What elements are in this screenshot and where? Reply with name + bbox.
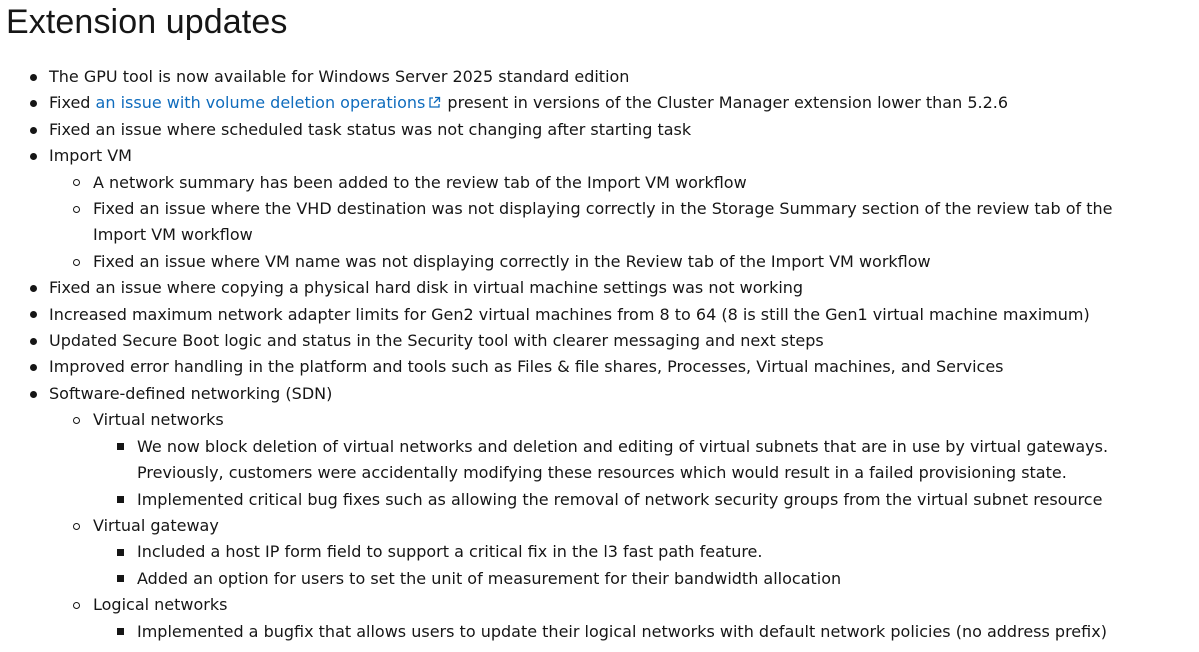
list-item <box>0 275 1199 301</box>
list-item <box>0 354 1199 380</box>
item-text: Software-defined networking (SDN) <box>49 383 333 403</box>
item-text: Updated Secure Boot logic and status in the Security tool with clearer messaging and next steps <box>49 331 824 351</box>
link-text[interactable]: an issue with volume deletion operations <box>95 93 426 113</box>
sub-list-item <box>0 249 1199 275</box>
bullet-square <box>117 434 124 460</box>
page-title: Extension updates <box>6 3 288 41</box>
item-text: Included a host IP form field to support a critical fix in the l3 fast path feature. <box>137 542 763 562</box>
bullet-circle <box>73 196 80 222</box>
list-item <box>0 143 1199 169</box>
bullet-disc <box>30 117 37 143</box>
item-text: Implemented critical bug fixes such as allowing the removal of network security groups from the virtual subnet resource <box>137 489 1103 509</box>
update-list <box>0 64 1199 645</box>
bullet-disc <box>30 64 37 90</box>
list-item <box>0 64 1199 90</box>
sub-list-item <box>0 513 1199 539</box>
bullet-square <box>117 566 124 592</box>
bullet-disc <box>30 275 37 301</box>
item-text: We now block deletion of virtual networks and deletion and editing of virtual subnets that are in use by virtual gateways. Previously, customers were accidentally modifying these resources which would result in a failed provisioning state. <box>137 436 1109 483</box>
bullet-circle <box>73 407 80 433</box>
item-text: Import VM <box>49 146 132 166</box>
item-text: Improved error handling in the platform and tools such as Files & file shares, Processes, Virtual machines, and Services <box>49 357 1004 377</box>
bullet-disc <box>30 302 37 328</box>
bullet-circle <box>73 592 80 618</box>
bullet-disc <box>30 381 37 407</box>
open-in-new-tab-icon[interactable] <box>428 96 441 109</box>
sub-sub-list-item <box>0 539 1199 565</box>
item-text: A network summary has been added to the review tab of the Import VM workflow <box>93 172 747 192</box>
item-text: Added an option for users to set the unit of measurement for their bandwidth allocation <box>137 568 842 588</box>
bullet-circle <box>73 170 80 196</box>
sub-list-item <box>0 592 1199 618</box>
item-text: Fixed an issue where VM name was not displaying correctly in the Review tab of the Import VM workflow <box>93 251 931 271</box>
list-item <box>0 117 1199 143</box>
bullet-square <box>117 487 124 513</box>
list-item <box>0 381 1199 407</box>
item-text: Virtual networks <box>93 410 224 430</box>
sub-list-item <box>0 407 1199 433</box>
bullet-disc <box>30 328 37 354</box>
bullet-disc <box>30 90 37 116</box>
sub-sub-list-item <box>0 566 1199 592</box>
item-text: Fixed an issue where copying a physical hard disk in virtual machine settings was not working <box>49 278 804 298</box>
sub-sub-list-item <box>0 619 1199 645</box>
bullet-circle <box>73 513 80 539</box>
item-text: The GPU tool is now available for Windows Server 2025 standard edition <box>49 67 630 86</box>
item-text: Virtual gateway <box>93 515 219 535</box>
bullet-square <box>117 539 124 565</box>
list-item <box>0 90 1199 116</box>
item-text: Logical networks <box>93 595 228 615</box>
sub-list-item <box>0 170 1199 196</box>
item-text: Fixed an issue where scheduled task status was not changing after starting task <box>49 119 692 139</box>
item-text: Implemented a bugfix that allows users to update their logical networks with default network policies (no address prefix) <box>137 621 1107 641</box>
bullet-square <box>117 619 124 645</box>
list-item <box>0 302 1199 328</box>
sub-list-item <box>0 196 1199 249</box>
list-item <box>0 328 1199 354</box>
item-text: Increased maximum network adapter limits for Gen2 virtual machines from 8 to 64 (8 is still the Gen1 virtual machine maximum) <box>49 304 1090 324</box>
item-text-before: Fixed <box>49 93 96 113</box>
bullet-disc <box>30 354 37 380</box>
bullet-disc <box>30 143 37 169</box>
item-text: Fixed an issue where the VHD destination was not displaying correctly in the Storage Summary section of the review tab of the Import VM workflow <box>93 199 1113 245</box>
bullet-circle <box>73 249 80 275</box>
item-text-after: present in versions of the Cluster Manager extension lower than 5.2.6 <box>442 93 1009 113</box>
sub-sub-list-item <box>0 487 1199 513</box>
sub-sub-list-item <box>0 434 1199 487</box>
volume-deletion-issue-link[interactable] <box>96 93 443 112</box>
